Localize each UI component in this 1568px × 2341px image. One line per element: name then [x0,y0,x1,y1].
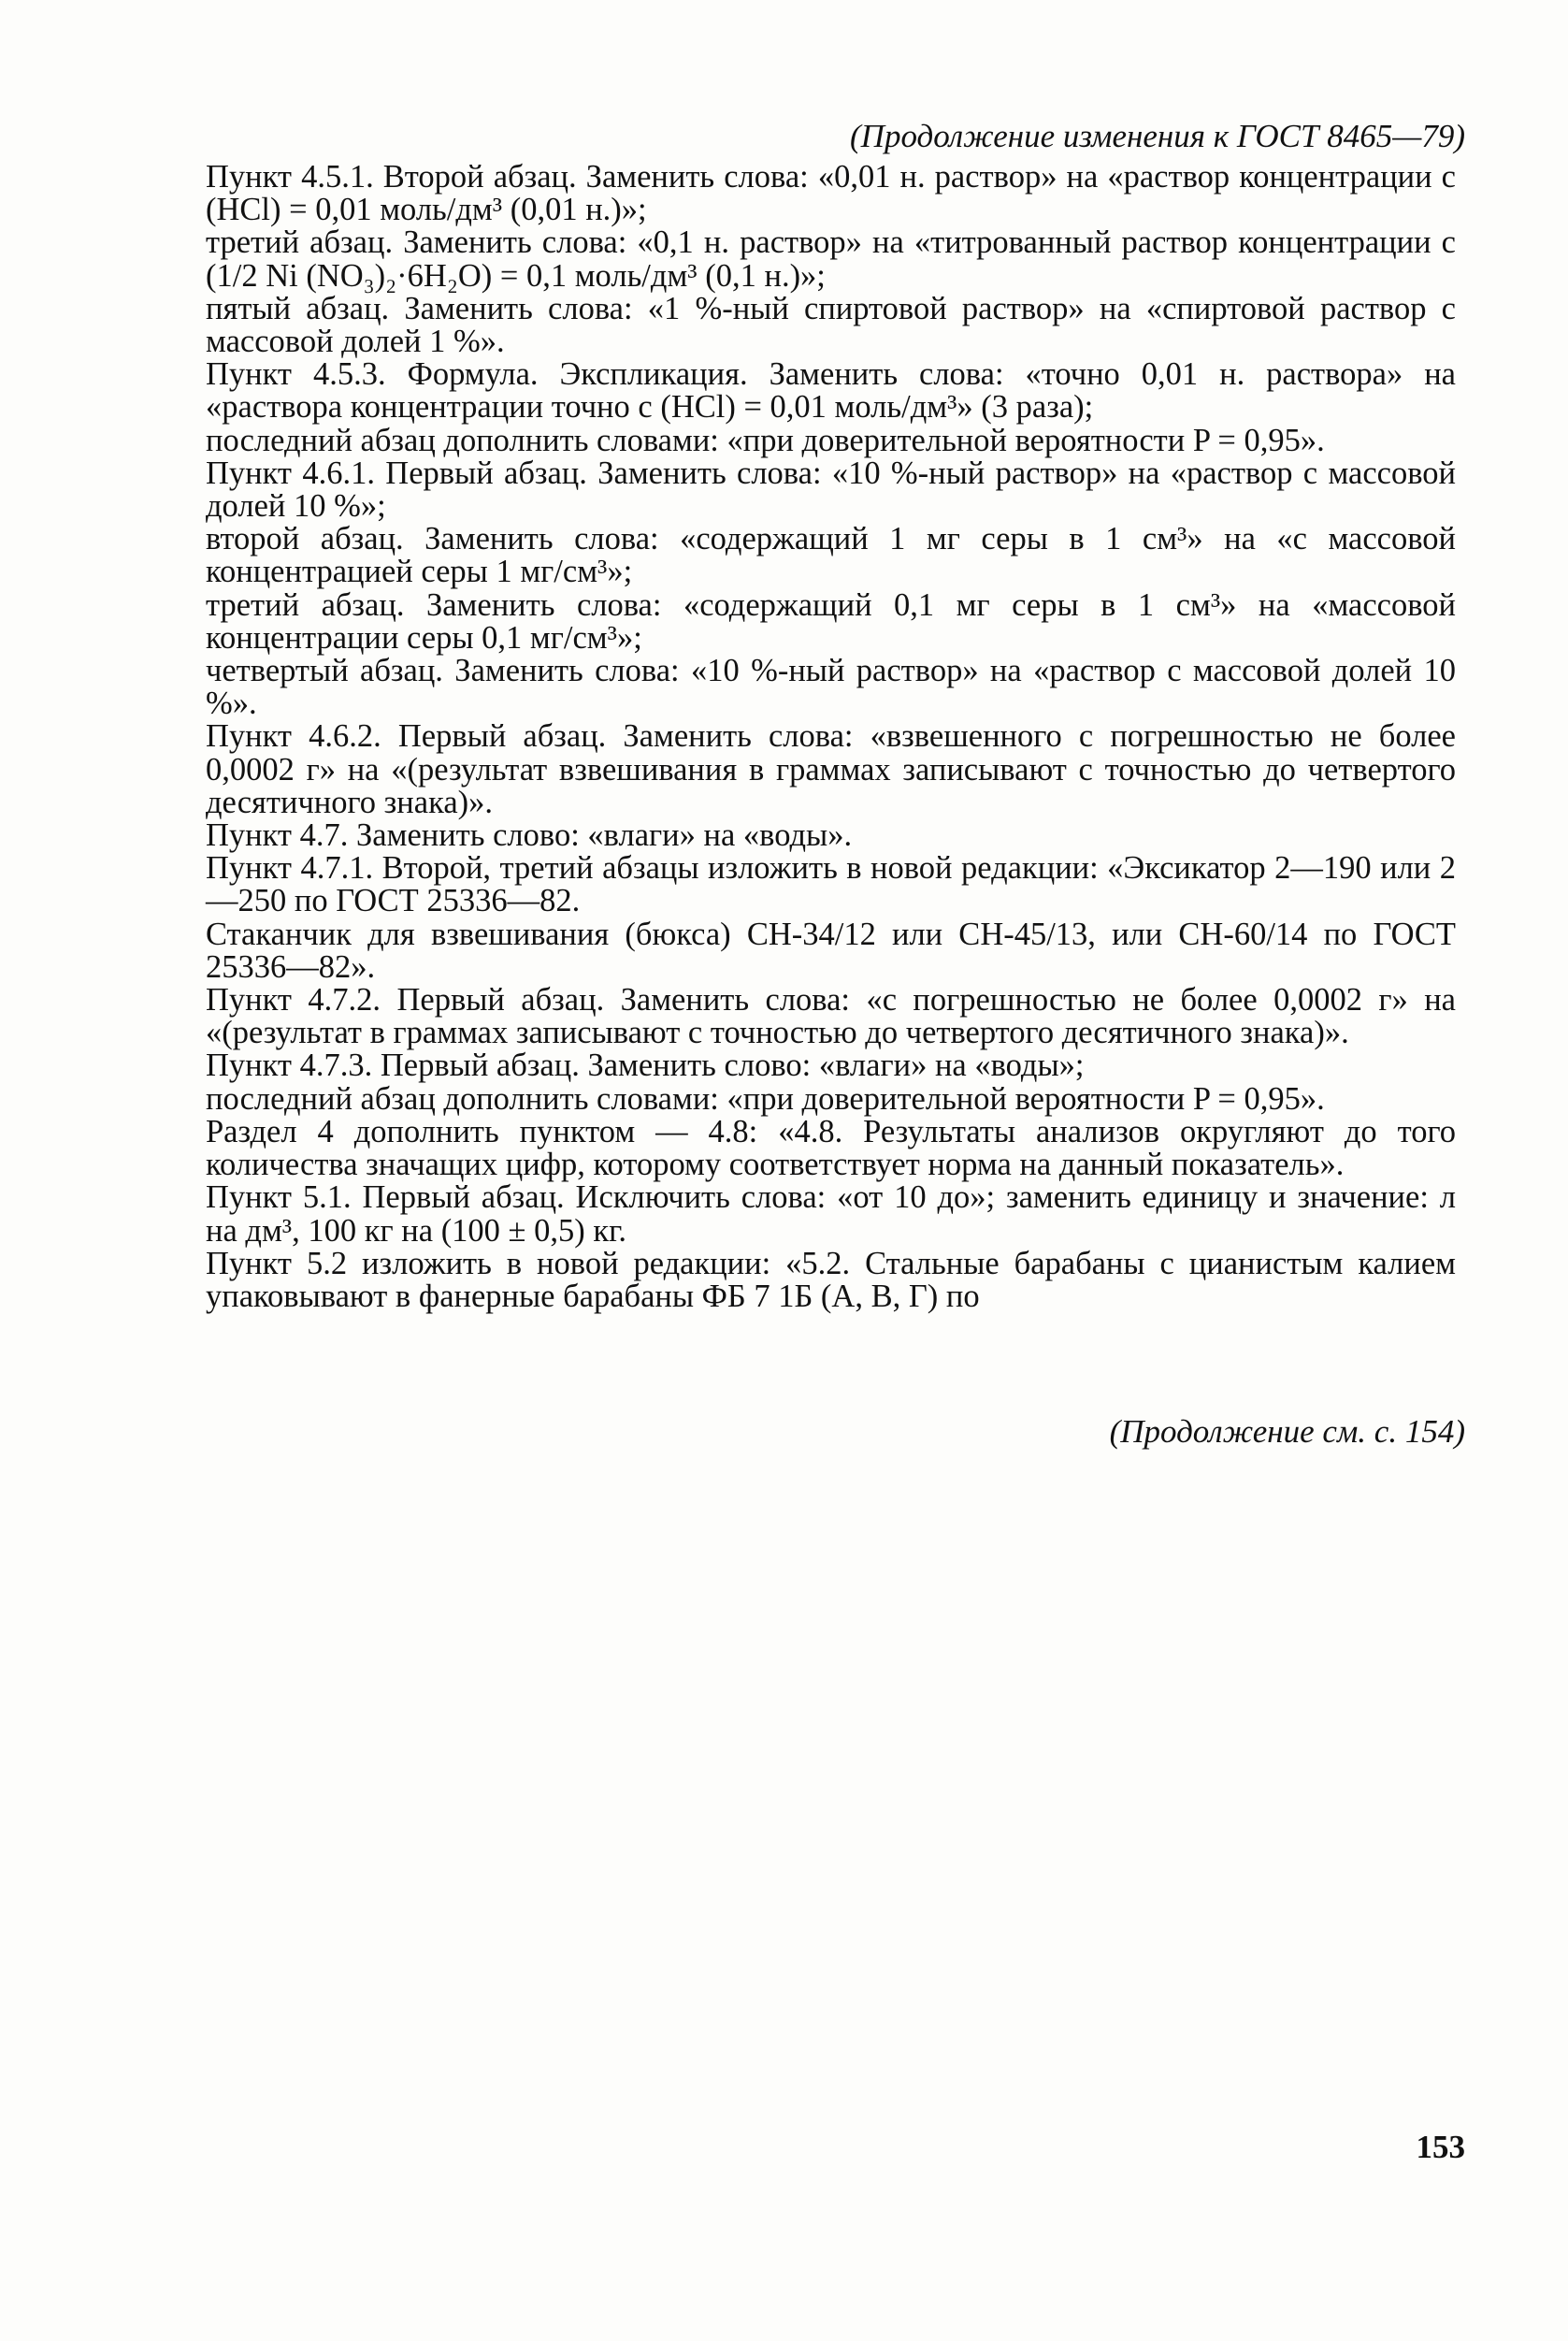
paragraph: третий абзац. Заменить слова: «0,1 н. раствор» на «титрованный раствор концентрации c (1/2 Ni (NO₃)₂·6H₂O) = 0,1 моль/дм³ (0,1 н.)»; [206,224,1456,294]
paragraph: последний абзац дополнить словами: «при доверительной вероятности P = 0,95». [206,1080,1325,1117]
paragraph: Пункт 4.7.3. Первый абзац. Заменить слово: «влаги» на «воды»; [206,1048,1085,1084]
paragraph: Пункт 5.1. Первый абзац. Исключить слова: «от 10 до»; заменить единицу и значение: л на дм³, 100 кг на (100 ± 0,5) кг. [206,1179,1456,1249]
paragraph: Пункт 4.6.2. Первый абзац. Заменить слова: «взвешенного с погрешностью не более 0,0002 г» на «(результат взвешивания в граммах записывают с точностью до четвертого десятичного знака)». [206,718,1456,820]
paragraph: четвертый абзац. Заменить слова: «10 %-ный раствор» на «раствор с массовой долей 10 %». [206,653,1456,722]
paragraph: Раздел 4 дополнить пунктом — 4.8: «4.8. Результаты анализов округляют до того количества значащих цифр, которому соответствует норма на данный показатель». [206,1113,1456,1183]
paragraph: третий абзац. Заменить слова: «содержащий 0,1 мг серы в 1 см³» на «массовой концентрации серы 0,1 мг/см³»; [206,586,1456,656]
paragraph: Стаканчик для взвешивания (бюкса) СН-34/12 или СН-45/13, или СН-60/14 по ГОСТ 25336—82». [206,916,1456,985]
paragraph: Пункт 4.7.1. Второй, третий абзацы изложить в новой редакции: «Эксикатор 2—190 или 2—250 по ГОСТ 25336—82. [206,850,1456,919]
paragraph: Пункт 4.7. Заменить слово: «влаги» на «воды». [206,817,853,854]
paragraph: второй абзац. Заменить слова: «содержащий 1 мг серы в 1 см³» на «с массовой концентрацией серы 1 мг/см³»; [206,521,1456,590]
page-header: (Продолжение изменения к ГОСТ 8465—79) [850,118,1465,154]
continuation-note: (Продолжение см. с. 154) [1109,1413,1465,1450]
paragraph: Пункт 4.5.3. Формула. Экспликация. Заменить слова: «точно 0,01 н. раствора» на «раствора концентрации точно c (HCl) = 0,01 моль/дм³» (3 раза); [206,356,1456,426]
paragraph: Пункт 5.2 изложить в новой редакции: «5.2. Стальные барабаны с цианистым калием упаковывают в фанерные барабаны ФБ 7 1Б (А, В, Г) по [206,1245,1456,1314]
paragraph: последний абзац дополнить словами: «при доверительной вероятности P = 0,95». [206,422,1325,458]
paragraph: пятый абзац. Заменить слова: «1 %-ный спиртовой раствор» на «спиртовой раствор с массовой долей 1 %». [206,290,1456,360]
paragraph: Пункт 4.7.2. Первый абзац. Заменить слова: «с погрешностью не более 0,0002 г» на «(результат в граммах записывают с точностью до четвертого десятичного знака)». [206,982,1456,1051]
paragraph: Пункт 4.5.1. Второй абзац. Заменить слова: «0,01 н. раствор» на «раствор концентрации c (HCl) = 0,01 моль/дм³ (0,01 н.)»; [206,159,1456,228]
page-number: 153 [1416,2129,1465,2165]
document-body [206,161,1456,1313]
paragraph: Пункт 4.6.1. Первый абзац. Заменить слова: «10 %-ный раствор» на «раствор с массовой долей 10 %»; [206,455,1456,525]
